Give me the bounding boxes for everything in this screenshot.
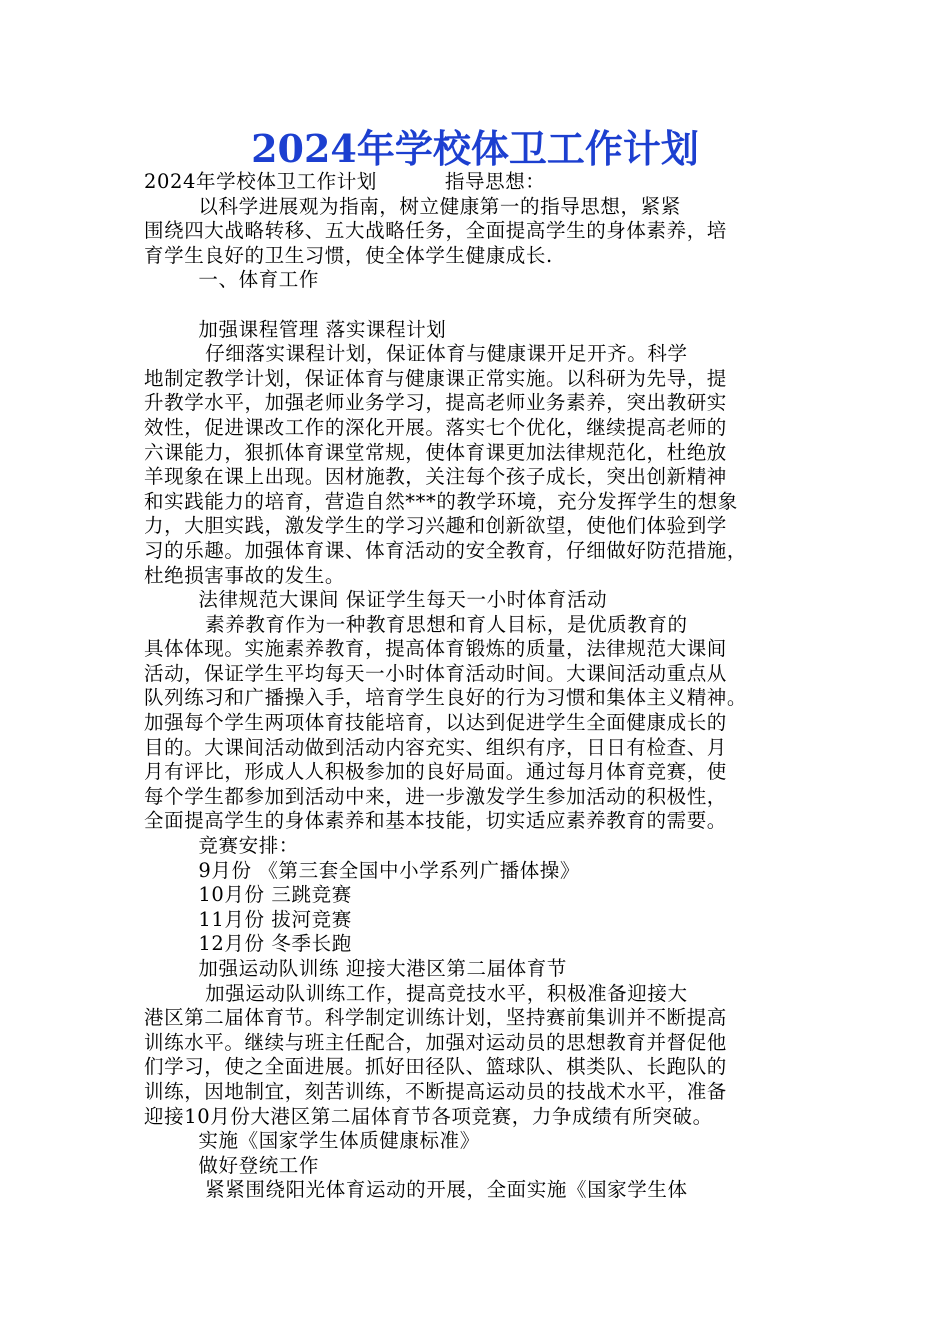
paragraph-line: 力，大胆实践，激发学生的学习兴趣和创新欲望，使他们体验到学	[144, 514, 727, 538]
paragraph-line: 训练水平。继续与班主任配合，加强对运动员的思想教育并督促他	[144, 1030, 727, 1054]
paragraph-line: 效性，促进课改工作的深化开展。落实七个优化，继续提高老师的	[144, 415, 727, 439]
schedule-title: 竞赛安排：	[144, 834, 299, 858]
paragraph-line: 队列练习和广播操入手，培育学生良好的行为习惯和集体主义精神。	[144, 686, 748, 710]
paragraph-line: 每个学生都参加到活动中来，进一步激发学生参加活动的积极性，	[144, 784, 727, 808]
paragraph-line: 围绕四大战略转移、五大战略任务，全面提高学生的身体素养，培	[144, 219, 727, 243]
paragraph-line: 们学习，使之全面进展。抓好田径队、篮球队、棋类队、长跑队的	[144, 1055, 727, 1079]
subtitle-line: 2024年学校体卫工作计划 指导思想：	[144, 170, 546, 193]
paragraph-line: 以科学进展观为指南，树立健康第一的指导思想，紧紧	[144, 194, 681, 218]
paragraph-line: 全面提高学生的身体素养和基本技能，切实适应素养教育的需要。	[144, 809, 727, 833]
paragraph-line: 升教学水平，加强老师业务学习，提高老师业务素养，突出教研实	[144, 391, 727, 415]
paragraph-line: 加强每个学生两项体育技能培育，以达到促进学生全面健康成长的	[144, 711, 727, 735]
paragraph-line: 活动，保证学生平均每天一小时体育活动时间。大课间活动重点从	[144, 661, 727, 685]
subheading: 加强课程管理 落实课程计划	[144, 317, 447, 341]
paragraph-line: 和实践能力的培育，营造自然***的教学环境，充分发挥学生的想象	[144, 489, 738, 513]
subheading: 做好登统工作	[144, 1153, 319, 1177]
paragraph-line: 羊现象在课上出现。因材施教，关注每个孩子成长，突出创新精神	[144, 465, 727, 489]
section-heading: 一、体育工作	[144, 268, 319, 292]
subheading: 加强运动队训练 迎接大港区第二届体育节	[144, 957, 567, 980]
paragraph-line: 素养教育作为一种教育思想和育人目标，是优质教育的	[144, 612, 688, 636]
schedule-item: 12月份 冬季长跑	[144, 932, 352, 956]
paragraph-line: 具体体现。实施素养教育，提高体育锻炼的质量，法律规范大课间	[144, 637, 727, 661]
document-title: 2024年学校体卫工作计划	[251, 126, 699, 171]
paragraph-line: 迎接10月份大港区第二届体育节各项竞赛，力争成绩有所突破。	[144, 1104, 713, 1128]
paragraph-line: 仔细落实课程计划，保证体育与健康课开足开齐。科学	[144, 342, 688, 366]
subheading: 实施《国家学生体质健康标准》	[144, 1129, 480, 1153]
schedule-item: 9月份 《第三套全国中小学系列广播体操》	[144, 858, 580, 882]
blank-line	[144, 293, 814, 318]
document-body	[144, 170, 814, 1203]
paragraph-line: 六课能力，狠抓体育课堂常规，使体育课更加法律规范化，杜绝放	[144, 440, 727, 464]
paragraph-line: 杜绝损害事故的发生。	[144, 563, 346, 587]
paragraph-line: 港区第二届体育节。科学制定训练计划，坚持赛前集训并不断提高	[144, 1006, 727, 1030]
paragraph-line: 目的。大课间活动做到活动内容充实、组织有序，日日有检查、月	[144, 735, 727, 759]
paragraph-line: 紧紧围绕阳光体育运动的开展，全面实施《国家学生体	[144, 1178, 688, 1202]
paragraph-line: 地制定教学计划，保证体育与健康课正常实施。以科研为先导，提	[144, 366, 727, 390]
paragraph-line: 加强运动队训练工作，提高竞技水平，积极准备迎接大	[144, 981, 688, 1005]
paragraph-line: 习的乐趣。加强体育课、体育活动的安全教育，仔细做好防范措施，	[144, 538, 748, 562]
paragraph-line: 训练，因地制宜，刻苦训练，不断提高运动员的技战术水平，准备	[144, 1079, 727, 1103]
schedule-item: 11月份 拔河竞赛	[144, 907, 352, 931]
paragraph-line: 育学生良好的卫生习惯，使全体学生健康成长.	[144, 243, 553, 267]
subheading: 法律规范大课间 保证学生每天一小时体育活动	[144, 588, 608, 612]
paragraph-line: 月有评比，形成人人积极参加的良好局面。通过每月体育竞赛，使	[144, 760, 727, 784]
schedule-item: 10月份 三跳竞赛	[144, 883, 352, 907]
